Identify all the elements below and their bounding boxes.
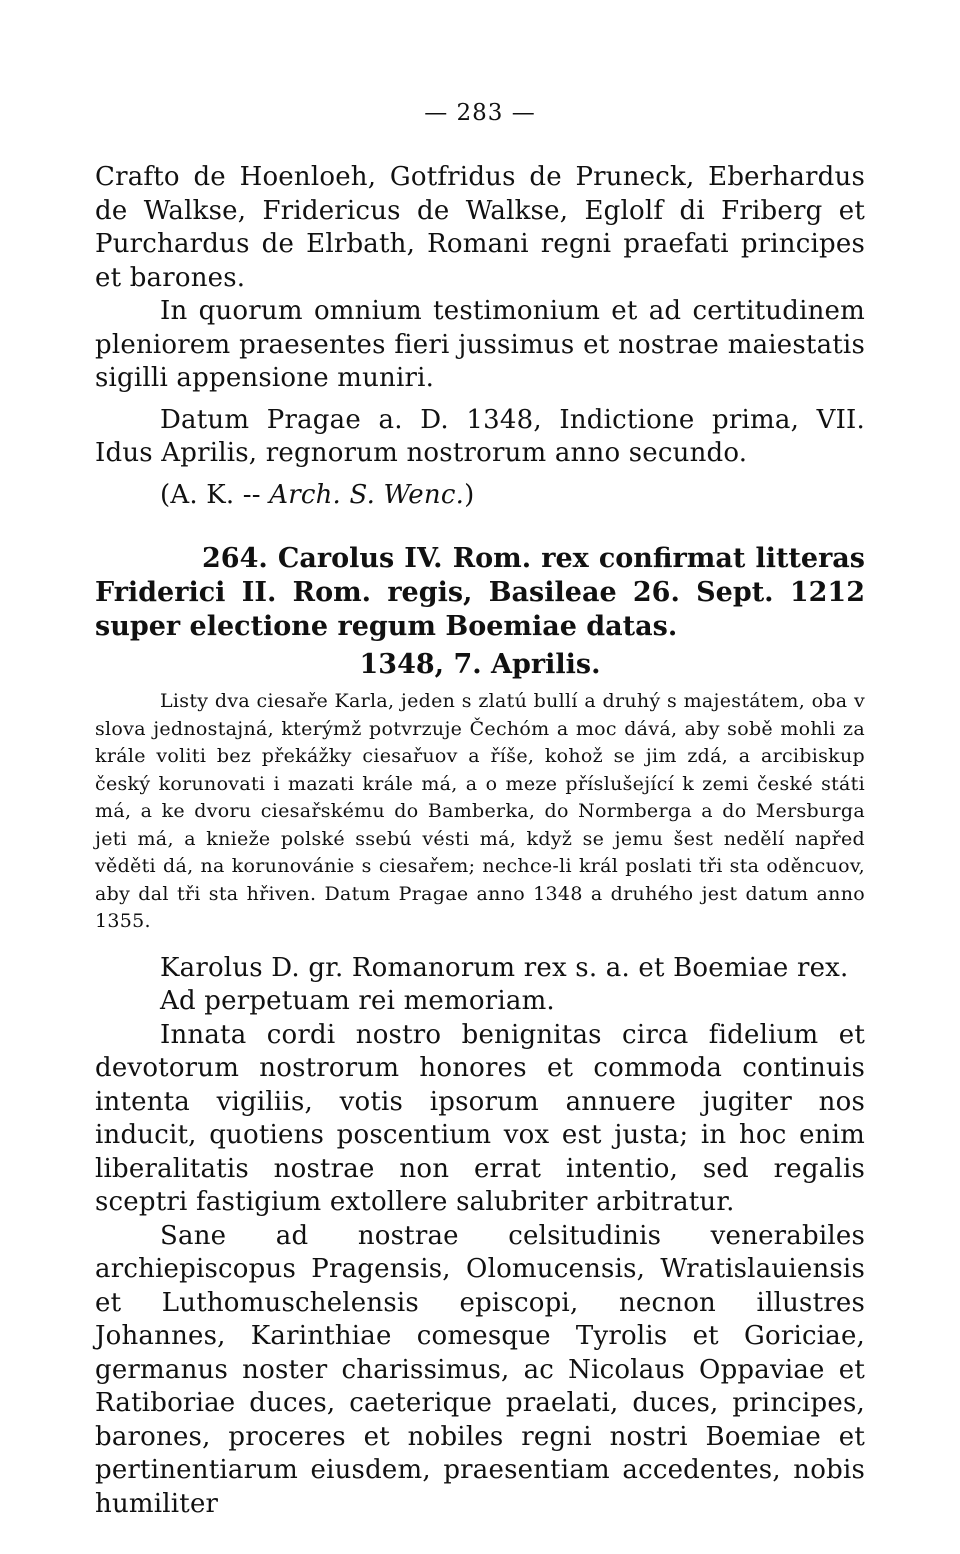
perpetuam-line: Ad perpetuam rei memoriam. [160,986,555,1016]
document-date: 1348, 7. Aprilis. [359,649,601,680]
book-page [95,100,865,1521]
corroboratio-paragraph: In quorum omnium testimonium et ad certitudinem pleniorem praesentes fieri jussimus et nostrae maiestatis sigilli appensione muniri. [95,296,865,393]
page-number: — 283 — [424,100,536,126]
source-citation [95,479,865,513]
document-heading: 264. Carolus IV. Rom. rex confirmat litteras Friderici II. Rom. regis, Basileae 26. Sept. 1212 super electione regum Boemiae datas. [95,543,865,642]
czech-summary: Listy dva ciesaře Karla, jeden s zlatú bullí a druhý s majestátem, oba v slova jednostajná, kterýmž potvrzuje Čechóm a moc dává, aby sobě mohli za krále voliti bez překážky ciesařuov a říše, kohož se jim zdá, a arcibiskup český korunovati i mazati krále má, a o meze příslušející k zemi české státi má, a ke dvoru ciesařskému do Bamberka, do Normberga a do Mersburga jeti má, a knieže polské ssebú vésti má, když se jemu šest nedělí napřed věděti dá, na korunovánie s ciesařem; nechce-li král poslati tři sta oděncuov, aby dal tři sta hřiven. Datum Pragae anno 1348 a druhého jest datum anno 1355. [95,690,865,932]
datum-paragraph: Datum Pragae a. D. 1348, Indictione prima, VII. Idus Aprilis, regnorum nostrorum anno secundo. [95,404,865,468]
source-prefix: (A. K. -- [160,479,270,510]
arenga-paragraph: Innata cordi nostro benignitas circa fidelium et devotorum nostrorum honores et commoda continuis intenta vigiliis, votis ipsorum annuere jugiter nos inducit, quotiens poscentium vox est justa; in hoc enim liberalitatis nostrae non errat intentio, sed regalis sceptri fastigium extollere salubriter arbitratur. [95,1019,865,1217]
intitulatio-line: Karolus D. gr. Romanorum rex s. a. et Boemiae rex. [160,952,849,983]
witness-list-paragraph: Crafto de Hoenloeh, Gotfridus de Pruneck, Eberhardus de Walkse, Fridericus de Walkse, Eglolf di Friberg et Purchardus de Elrbath, Romani regni praefati principes et barones. [95,162,865,293]
source-suffix: ) [464,479,475,510]
narratio-paragraph: Sane ad nostrae celsitudinis venerabiles archiepiscopus Pragensis, Olomucensis, Wratislauiensis et Luthomuschelensis episcopi, necnon illustres Johannes, Karinthiae comesque Tyrolis et Goriciae, germanus noster charissimus, ac Nicolaus Oppaviae et Ratiboriae duces, caeterique praelati, duces, principes, barones, proceres et nobiles regni nostri Boemiae et pertinentiarum eiusdem, praesentiam accedentes, nobis humiliter [95,1220,865,1519]
source-archive: Arch. S. Wenc. [269,479,465,510]
